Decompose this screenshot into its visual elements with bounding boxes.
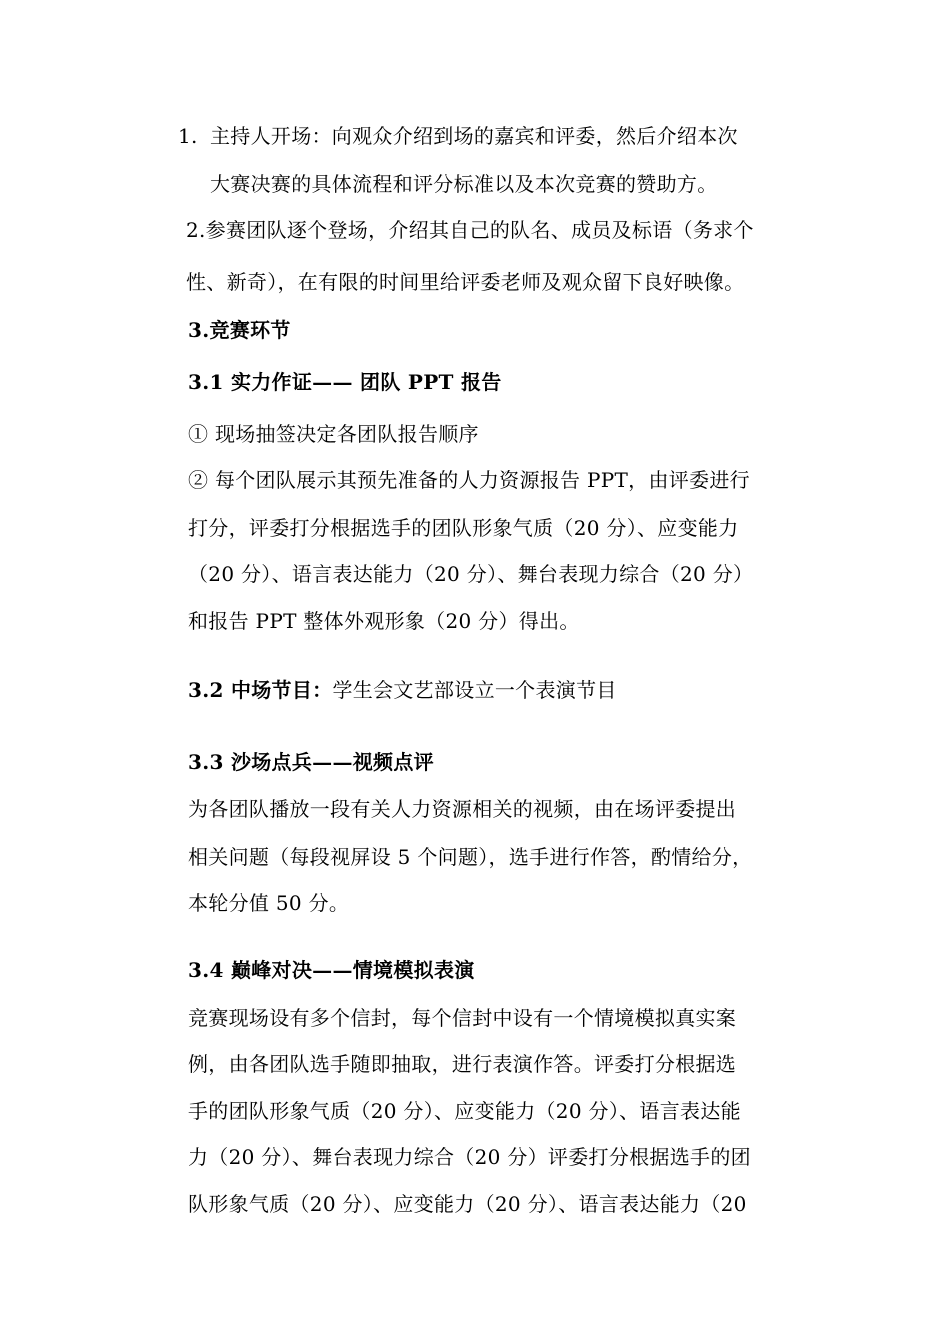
section-3-3-line-3: 本轮分值 50 分。 bbox=[188, 891, 350, 915]
section-3-1-step-2-line-2: 打分，评委打分根据选手的团队形象气质（20 分）、应变能力 bbox=[188, 516, 739, 540]
section-3-4-line-3: 手的团队形象气质（20 分）、应变能力（20 分）、语言表达能 bbox=[188, 1099, 741, 1123]
section-3-4-line-2: 例，由各团队选手随即抽取，进行表演作答。评委打分根据选 bbox=[188, 1052, 737, 1076]
list-item-1-number: 1. bbox=[178, 124, 198, 148]
list-item-2-line-2: 性、新奇），在有限的时间里给评委老师及观众留下良好映像。 bbox=[186, 270, 745, 294]
section-3-heading: 3.竞赛环节 bbox=[188, 318, 291, 342]
section-3-1-step-2-line-1: ② 每个团队展示其预先准备的人力资源报告 PPT，由评委进行 bbox=[188, 468, 750, 492]
section-3-1-step-2-line-4: 和报告 PPT 整体外观形象（20 分）得出。 bbox=[188, 609, 580, 633]
list-item-1-line-1 bbox=[178, 122, 738, 150]
section-3-1-step-1: ① 现场抽签决定各团队报告顺序 bbox=[188, 422, 479, 446]
section-3-2-line bbox=[188, 676, 617, 704]
list-item-1-text: 主持人开场：向观众介绍到场的嘉宾和评委，然后介绍本次 bbox=[210, 124, 738, 148]
section-3-4-line-4: 力（20 分）、舞台表现力综合（20 分）评委打分根据选手的团 bbox=[188, 1145, 751, 1169]
section-3-4-line-1: 竞赛现场设有多个信封，每个信封中设有一个情境模拟真实案 bbox=[188, 1006, 737, 1030]
section-3-4-line-5: 队形象气质（20 分）、应变能力（20 分）、语言表达能力（20 bbox=[188, 1192, 747, 1216]
section-3-4-heading: 3.4 巅峰对决——情境模拟表演 bbox=[188, 958, 475, 982]
section-3-3-heading: 3.3 沙场点兵——视频点评 bbox=[188, 750, 434, 774]
section-3-3-line-1: 为各团队播放一段有关人力资源相关的视频，由在场评委提出 bbox=[188, 797, 737, 821]
section-3-2-heading: 3.2 中场节目： bbox=[188, 678, 333, 702]
section-3-2-text: 学生会文艺部设立一个表演节目 bbox=[332, 678, 617, 702]
list-item-1-line-2: 大赛决赛的具体流程和评分标准以及本次竞赛的赞助方。 bbox=[210, 172, 718, 196]
section-3-1-heading: 3.1 实力作证—— 团队 PPT 报告 bbox=[188, 370, 502, 394]
section-3-3-line-2: 相关问题（每段视屏设 5 个问题），选手进行作答，酌情给分， bbox=[188, 845, 753, 869]
section-3-1-step-2-line-3: （20 分）、语言表达能力（20 分）、舞台表现力综合（20 分） bbox=[188, 562, 754, 586]
list-item-2-line-1: 2.参赛团队逐个登场，介绍其自己的队名、成员及标语（务求个 bbox=[186, 218, 754, 242]
